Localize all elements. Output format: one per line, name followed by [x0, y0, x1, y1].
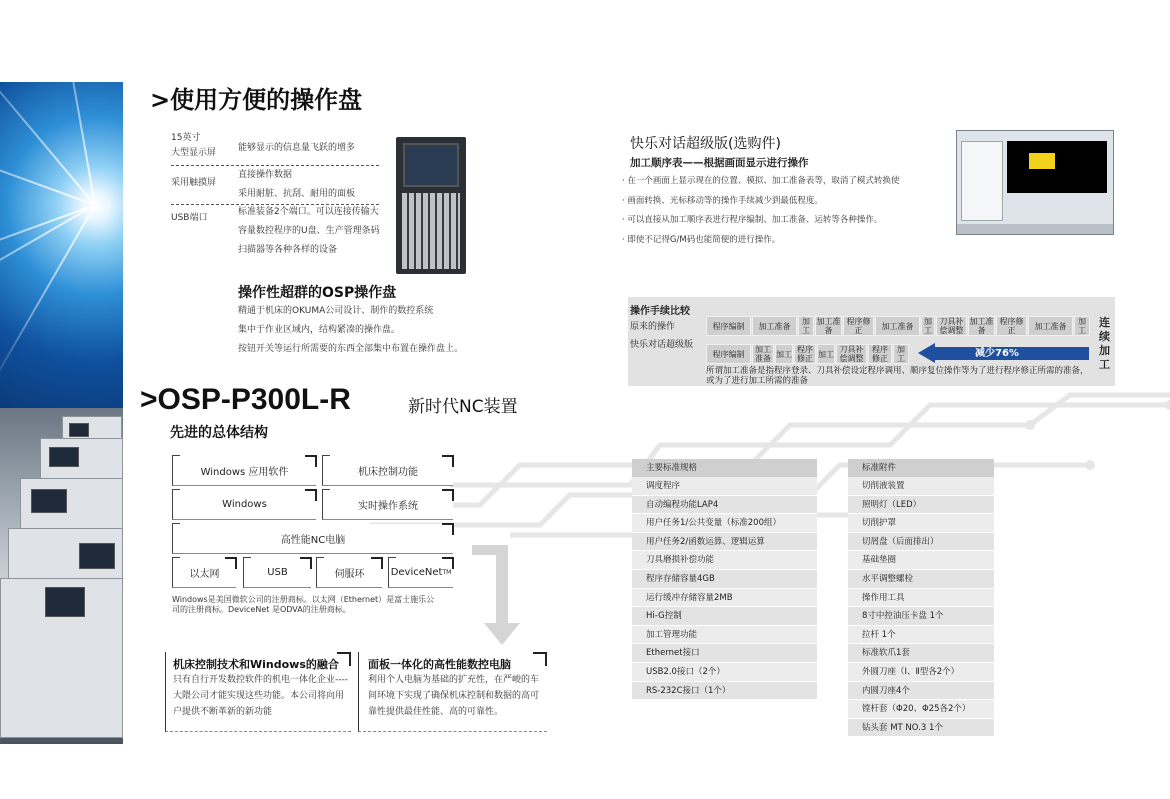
blue-light-photo — [0, 82, 123, 408]
step-chip: 程序修正 — [794, 344, 816, 364]
spec-row: 用户任务2/函数运算、逻辑运算 — [632, 533, 817, 552]
arch-box-windows: Windows — [172, 490, 316, 520]
accessory-row: 操作用工具 — [848, 589, 994, 608]
dialog-section-title: 快乐对话超级版(选购件) — [630, 136, 781, 152]
dialog-bullets: · 在一个画面上显示现在的位置、模拟、加工准备表等，取消了模式转换使 · 画面转换、光标移动等的操作手续减少到最低程度。 · 可以直接从加工顺序表进行程序编制、加工准备、运转等各种操作。 · 即使不记得G/M码也能简便的进行操作。 — [622, 176, 900, 245]
spec-row: RS-232C接口（1个） — [632, 682, 817, 701]
main-specs-header: 主要标准规格 — [632, 459, 817, 477]
accessory-row: 外圆刀座（Ⅰ、Ⅱ型各2个） — [848, 663, 994, 682]
step-chip: 程序修正 — [996, 316, 1027, 336]
step-chip: 加工准备 — [752, 344, 774, 364]
devicenet-label: DeviceNet — [390, 567, 443, 578]
feature-box-title: 机床控制技术和Windows的融合 — [173, 658, 339, 671]
arch-box-usb: USB — [243, 558, 311, 588]
feature-label-touch: 采用触摸屏 — [171, 178, 217, 188]
feature-box-panel-pc — [358, 652, 547, 732]
step-chip: 刀具补偿调整 — [936, 316, 967, 336]
osp-section-title: 操作性超群的OSP操作盘 — [238, 285, 397, 301]
step-chip: 程序编制 — [706, 316, 751, 336]
step-chip: 加工准备 — [969, 317, 994, 335]
step-chip: 加工 — [893, 344, 909, 364]
step-chip: 刀具补偿调整 — [836, 344, 867, 364]
page-title: >使用方便的操作盘 — [150, 86, 363, 114]
model-name: >OSP-P300L-R — [140, 383, 351, 416]
architecture-title: 先进的总体结构 — [170, 425, 268, 441]
accessory-row: 切削护罩 — [848, 514, 994, 533]
model-tagline: 新时代NC装置 — [408, 397, 518, 417]
dialog-section-subtitle: 加工顺序表——根据画面显示进行操作 — [630, 157, 809, 169]
step-chip: 程序修正 — [868, 344, 892, 364]
arch-box-ethernet: 以太网 — [172, 558, 236, 588]
feature-label-usb: USB端口 — [171, 213, 208, 223]
down-arrow-icon — [472, 545, 532, 645]
feature-box-windows-fusion — [165, 652, 351, 732]
feature-box-text: 利用个人电脑为基础的扩充性，在严峻的车 间环境下实现了确保机床控制和数据的高可 靠性提供最佳性能、高的可靠性。 — [368, 675, 540, 717]
accessory-row: 基础垫圈 — [848, 551, 994, 570]
spec-row: Hi-G控制 — [632, 607, 817, 626]
step-chip: 加工 — [921, 316, 935, 336]
accessory-row: 内圆刀座4个 — [848, 682, 994, 701]
trademark-mark: TM — [442, 569, 452, 576]
spec-row: 调度程序 — [632, 477, 817, 496]
accessory-row: 标准软爪1套 — [848, 644, 994, 663]
comparison-row1-label: 原来的操作 — [630, 322, 676, 332]
accessory-row: 切削液装置 — [848, 477, 994, 496]
osp-section-text: 精通于机床的OKUMA公司设计、制作的数控系统 集中于作业区域内，结构紧凑的操作盘。 按钮开关等运行所需要的东西全部集中布置在操作盘上。 — [238, 306, 464, 354]
arch-box-servo: 伺服环 — [316, 558, 382, 588]
spec-row: 自动编程功能LAP4 — [632, 496, 817, 515]
comparison-note: 所谓加工准备是指程序登录、刀具补偿设定程序调用、顺序复位操作等为了进行程序修正所需的准备， 或为了进行加工所需的准备 — [706, 366, 1089, 386]
reduction-label: 减少76% — [975, 348, 1019, 359]
osp-screen-image — [956, 130, 1114, 235]
step-chip: 加工 — [1074, 316, 1090, 336]
step-chip: 加工准备 — [752, 316, 797, 336]
comparison-row2-label: 快乐对话超级版 — [630, 340, 694, 350]
step-chip: 加工 — [817, 344, 835, 364]
spec-row: USB2.0接口（2个） — [632, 663, 817, 682]
feature-desc-touch: 直接操作数据 采用耐脏、抗刮、耐用的面板 — [238, 170, 356, 199]
accessory-row: 水平调整螺栓 — [848, 570, 994, 589]
spec-row: 程序存储容量4GB — [632, 570, 817, 589]
spec-row: 用户任务1/公共变量（标准200组） — [632, 514, 817, 533]
feature-desc-display: 能够显示的信息量飞跃的增多 — [238, 143, 356, 153]
continuous-machining-label: 连续加工 — [1099, 316, 1110, 371]
step-chip: 加工 — [775, 344, 793, 364]
arch-box-windows-apps: Windows 应用软件 — [172, 456, 316, 486]
machine-lineup-photo — [0, 408, 123, 744]
accessory-row: 照明灯（LED） — [848, 496, 994, 515]
comparison-title: 操作手续比较 — [630, 306, 690, 317]
step-chip: 程序编制 — [706, 344, 751, 364]
step-chip: 加工准备 — [1028, 316, 1073, 336]
feature-desc-usb: 标准装备2个端口。可以连接传输大 容量数控程序的U盘、生产管理条码 扫描器等各种各样的设备 — [238, 207, 380, 255]
arch-box-rtos: 实时操作系统 — [322, 490, 453, 520]
accessory-row: 镗杆套（Φ20、Φ25各2个） — [848, 700, 994, 719]
step-chip: 加工 — [798, 316, 814, 336]
reduction-arrow-icon — [918, 343, 935, 363]
spec-row: 运行缓冲存储容量2MB — [632, 589, 817, 608]
feature-label-display: 15英寸 大型显示屏 — [171, 133, 217, 158]
step-chip: 程序修正 — [843, 316, 874, 336]
step-chip: 加工准备 — [875, 316, 920, 336]
accessory-row: 8寸中控油压卡盘 1个 — [848, 607, 994, 626]
arch-box-nc-pc: 高性能NC电脑 — [172, 524, 453, 554]
step-chip: 加工准备 — [816, 317, 841, 335]
feature-box-title: 面板一体化的高性能数控电脑 — [368, 658, 511, 671]
accessory-row: 拉杆 1个 — [848, 626, 994, 645]
spec-row: 刀具磨损补偿功能 — [632, 551, 817, 570]
accessory-row: 切屑盘（后面排出） — [848, 533, 994, 552]
arch-box-machine-control: 机床控制功能 — [322, 456, 453, 486]
spec-row: Ethernet接口 — [632, 644, 817, 663]
control-panel-image — [396, 137, 466, 274]
trademark-note: Windows是美国微软公司的注册商标。以太网（Ethernet）是富士施乐公 司的注册商标。DeviceNet 是ODVA的注册商标。 — [172, 595, 435, 614]
accessory-row: 钻头套 MT NO.3 1个 — [848, 719, 994, 738]
spec-row: 加工管理功能 — [632, 626, 817, 645]
accessories-header: 标准附件 — [848, 459, 994, 477]
feature-box-text: 只有自行开发数控软件的机电一体化企业---- 大隈公司才能实现这些功能。本公司将向用 户提供不断革新的新功能 — [173, 675, 348, 717]
arch-box-devicenet — [388, 558, 453, 588]
